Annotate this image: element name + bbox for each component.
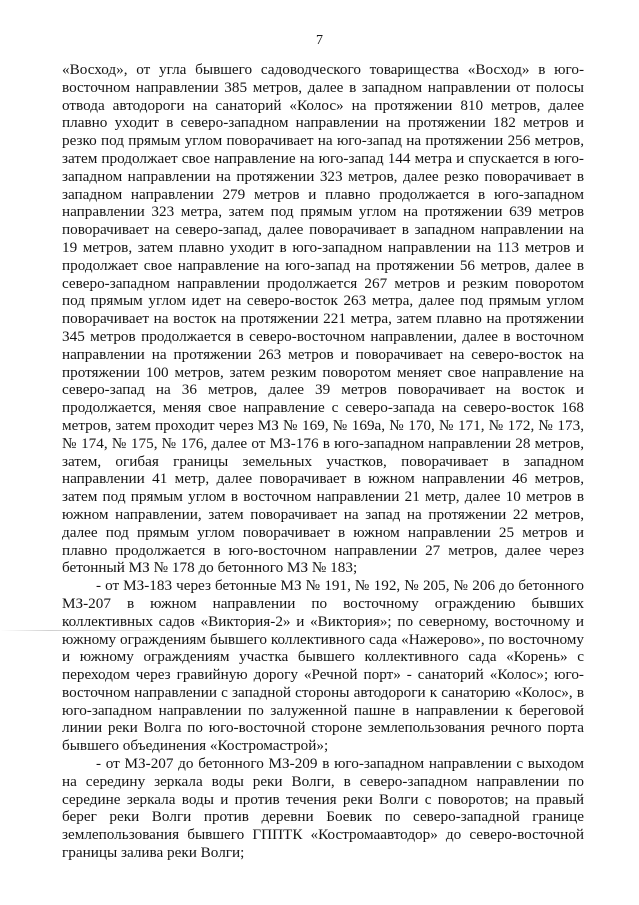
paragraph-mz207-mz209: - от МЗ-207 до бетонного МЗ-209 в юго-западном направлении с выходом на середину зеркала воды реки Волги, в северо-западном направлении по середине зеркала воды и против течения реки Волги с поворотов; на правый берег реки Волги против деревни Боевик по северо-западной границе землепользования бывшего ГППТК «Костромаавтодор» до северо-восточной границы залива реки Волги; xyxy=(62,755,584,862)
paragraph-boundary-description: «Восход», от угла бывшего садоводческого товарищества «Восход» в юго-восточном направлении 385 метров, далее в западном направлении от полосы отвода автодороги на санаторий «Колос» на протяжении 810 метров, далее плавно уходит в северо-западном направлении на протяжении 182 метров и резко под прямым углом поворачивает на юго-запад на протяжении 256 метров, затем продолжает свое направление на юго-запад 144 метра и спускается в юго-западном направлении на протяжении 323 метров, далее резко поворачивает в западном направлении 279 метров и плавно продолжается в юго-западном направлении 323 метра, затем под прямым углом на протяжении 639 метров поворачивает на северо-запад, далее поворачивает в западном направлении на 19 метров, затем плавно уходит в юго-западном направлении на 113 метров и продолжает свое направление на юго-запад на протяжении 56 метров, далее в северо-западном направлении продолжается 267 метров и резким поворотом под прямым углом идет на северо-восток 263 метра, далее под прямым углом поворачивает на восток на протяжении 221 метра, затем плавно на протяжении 345 метров продолжается в северо-восточном направлении, далее в восточном направлении на протяжении 263 метров и поворачивает на северо-восток на протяжении 100 метров, затем резким поворотом меняет свое направление на северо-запад на 36 метров, далее 39 метров поворачивает на восток и продолжается, меняя свое направление с северо-запада на северо-восток 168 метров, затем проходит через МЗ № 169, № 169а, № 170, № 171, № 172, № 173, № 174, № 175, № 176, далее от МЗ-176 в юго-западном направлении 28 метров, затем, огибая границы земельных участков, поворачивает в западном направлении 41 метр, далее поворачивает в южном направлении 46 метров, затем под прямым углом в восточном направлении 21 метр, далее 10 метров в южном направлении, затем поворачивает на запад на протяжении 22 метров, далее под прямым углом поворачивает в южном направлении 25 метров и плавно продолжается в юго-восточном направлении 27 метров, далее через бетонный МЗ № 178 до бетонного МЗ № 183; xyxy=(62,61,584,577)
paragraph-mz183-mz207: - от МЗ-183 через бетонные МЗ № 191, № 192, № 205, № 206 до бетонного МЗ-207 в южном направлении по восточному ограждению бывших коллективных садов «Виктория-2» и «Виктория»; по северному, восточному и южному ограждениям бывшего коллективного сада «Нажерово», по восточному и южному ограждениям участка бывшего коллективного сада «Корень» с переходом через гравийную дорогу «Речной порт» - санаторий «Колос»; юго-восточном направлении с западной стороны автодороги к санаторию «Колос», в юго-западном направлении по залуженной пашне в направлении к береговой линии реки Волга по юго-восточной стороне землепользования речного порта бывшего объединения «Костромастрой»; xyxy=(62,577,584,755)
page-number: 7 xyxy=(316,33,323,48)
scan-artifact-line xyxy=(0,630,639,631)
document-body xyxy=(62,61,584,862)
